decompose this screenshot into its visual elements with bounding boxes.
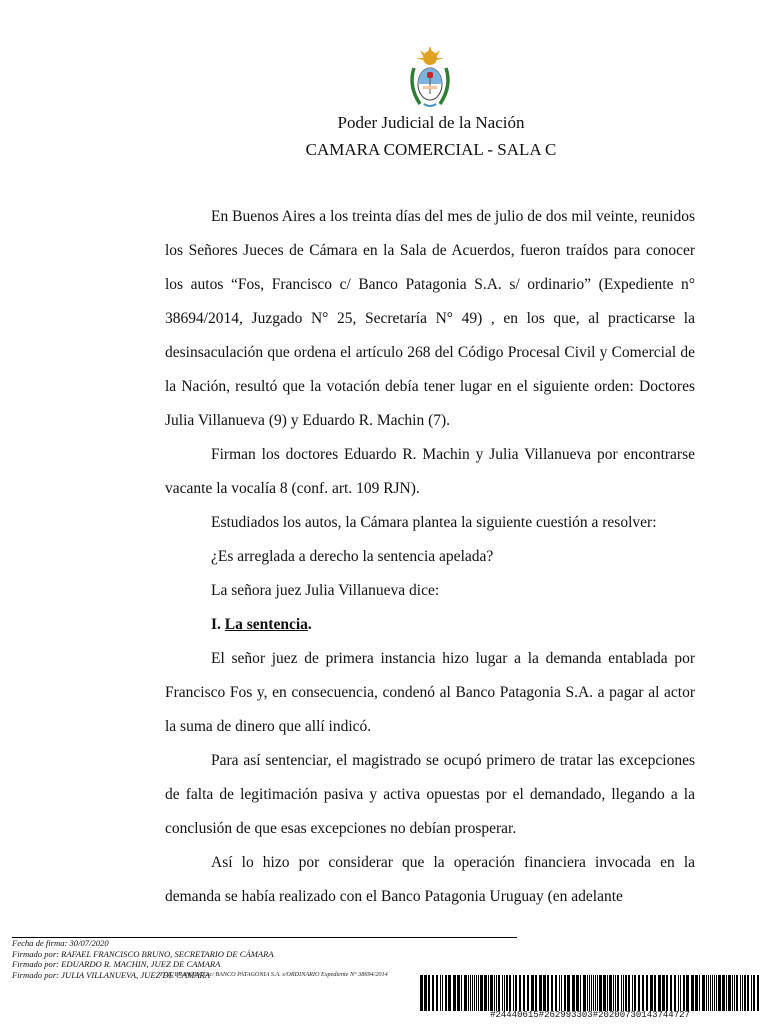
barcode-bar bbox=[472, 975, 473, 1011]
barcode-bar bbox=[757, 975, 759, 1011]
barcode-bar bbox=[561, 975, 562, 1011]
court-chamber-name: CAMARA COMERCIAL - SALA C bbox=[305, 140, 557, 159]
barcode-bar bbox=[547, 975, 549, 1011]
barcode-bar bbox=[634, 975, 636, 1011]
barcode-bar bbox=[678, 975, 679, 1011]
barcode-bar bbox=[670, 975, 672, 1011]
barcode-bar bbox=[506, 975, 508, 1011]
paragraph: Para así sentenciar, el magistrado se ocupó primero de tratar las excepciones de falta de legitimación pasiva y activa opuestas por el demandado, llegando a la conclusión de que esas excepciones no debían prosperar. bbox=[165, 752, 695, 837]
barcode-bar bbox=[457, 975, 460, 1011]
barcode-bar bbox=[476, 975, 477, 1011]
barcode-bar bbox=[589, 975, 590, 1011]
barcode-bar bbox=[609, 975, 612, 1011]
signature-line: Firmado por: EDUARDO R. MACHIN, JUEZ DE CAMARA bbox=[12, 959, 221, 969]
barcode-bar bbox=[567, 975, 570, 1011]
barcode-bar bbox=[527, 975, 529, 1011]
barcode-bar bbox=[650, 975, 653, 1011]
barcode-bar bbox=[468, 975, 469, 1011]
barcode-bar bbox=[498, 975, 500, 1011]
paragraph: Así lo hizo por considerar que la operación financiera invocada en la demanda se había realizado con el Banco Patagonia Uruguay (en adelante bbox=[165, 854, 695, 905]
barcode-bar bbox=[710, 975, 711, 1011]
barcode-bar bbox=[615, 975, 616, 1011]
paragraph: ¿Es arreglada a derecho la sentencia apelada? bbox=[211, 548, 494, 565]
section-period: . bbox=[307, 616, 312, 633]
barcode-bar bbox=[448, 975, 451, 1011]
barcode-bar bbox=[740, 975, 741, 1011]
paragraph: Estudiados los autos, la Cámara plantea la siguiente cuestión a resolver: bbox=[211, 514, 657, 531]
barcode-bar bbox=[708, 975, 709, 1011]
barcode-bar bbox=[559, 975, 560, 1011]
paragraph: Firman los doctores Eduardo R. Machin y Julia Villanueva por encontrarse vacante la vocalía 8 (conf. art. 109 RJN). bbox=[165, 446, 695, 497]
barcode-bar bbox=[666, 975, 668, 1011]
barcode-bar bbox=[632, 975, 633, 1011]
barcode-bar bbox=[535, 975, 537, 1011]
barcode-bar bbox=[543, 975, 546, 1011]
barcode-bar bbox=[718, 975, 721, 1011]
barcode-bar bbox=[728, 975, 731, 1011]
barcode-bar bbox=[683, 975, 685, 1011]
phrygian-cap bbox=[427, 72, 433, 78]
barcode-bar bbox=[714, 975, 715, 1011]
barcode-bar bbox=[583, 975, 586, 1011]
barcode-bar bbox=[515, 975, 517, 1011]
barcode-bar bbox=[488, 975, 489, 1011]
barcode-bar bbox=[742, 975, 743, 1011]
barcode-bar bbox=[496, 975, 497, 1011]
barcode-bar bbox=[539, 975, 542, 1011]
paragraph: La señora juez Julia Villanueva dice: bbox=[211, 582, 440, 599]
barcode-bar bbox=[484, 975, 487, 1011]
barcode-bar bbox=[597, 975, 598, 1011]
section-title: La sentencia bbox=[224, 616, 308, 633]
barcode-bar bbox=[753, 975, 755, 1011]
barcode-bar bbox=[442, 975, 443, 1011]
barcode-bar bbox=[646, 975, 648, 1011]
barcode-bar bbox=[686, 975, 689, 1011]
barcode-bar bbox=[607, 975, 608, 1011]
barcode-bar bbox=[599, 975, 602, 1011]
barcode-bar bbox=[747, 975, 749, 1011]
barcode-bar bbox=[658, 975, 661, 1011]
barcode-bar bbox=[628, 975, 630, 1011]
barcode-bar bbox=[509, 975, 511, 1011]
sun-rays bbox=[416, 46, 444, 65]
barcode-bar bbox=[504, 975, 505, 1011]
barcode-bar bbox=[478, 975, 479, 1011]
barcode-number: #24440615#262993303#20200730143744727 bbox=[490, 1010, 690, 1020]
barcode-bar bbox=[595, 975, 596, 1011]
barcode-bar bbox=[625, 975, 627, 1011]
barcode-bar bbox=[695, 975, 698, 1011]
barcode-bar bbox=[494, 975, 495, 1011]
barcode-bar bbox=[428, 975, 430, 1011]
barcode-bar bbox=[424, 975, 427, 1011]
signature-line: Firmado por: RAFAEL FRANCISCO BRUNO, SECRETARIO DE CÁMARA bbox=[12, 948, 274, 959]
barcode-image bbox=[420, 975, 760, 1011]
barcode-bar bbox=[502, 975, 503, 1011]
institution-name: Poder Judicial de la Nación bbox=[337, 113, 525, 132]
barcode-bar bbox=[453, 975, 456, 1011]
barcode-bar bbox=[480, 975, 483, 1011]
barcode-bar bbox=[587, 975, 588, 1011]
barcode-bar bbox=[576, 975, 579, 1011]
barcode-bar bbox=[432, 975, 434, 1011]
barcode-bar bbox=[593, 975, 594, 1011]
barcode-bar bbox=[691, 975, 694, 1011]
section-heading bbox=[165, 608, 695, 642]
barcode-bar bbox=[734, 975, 735, 1011]
barcode-bar bbox=[420, 975, 423, 1011]
barcode-bar bbox=[712, 975, 713, 1011]
barcode-bar bbox=[623, 975, 624, 1011]
barcode-bar bbox=[699, 975, 700, 1011]
barcode-bar bbox=[551, 975, 553, 1011]
barcode-bar bbox=[523, 975, 525, 1011]
barcode-bar bbox=[490, 975, 493, 1011]
barcode-bar bbox=[702, 975, 705, 1011]
barcode-bar bbox=[470, 975, 471, 1011]
signature-line: Firmado por: JULIA VILLANUEVA, JUEZ DE CAMARA bbox=[12, 969, 211, 980]
barcode-bar bbox=[716, 975, 717, 1011]
barcode-bar bbox=[744, 975, 746, 1011]
barcode-bar bbox=[555, 975, 557, 1011]
barcode-bar bbox=[474, 975, 475, 1011]
barcode-bar bbox=[519, 975, 521, 1011]
barcode-bar bbox=[564, 975, 566, 1011]
barcode-bar bbox=[736, 975, 738, 1011]
barcode-bar bbox=[654, 975, 656, 1011]
barcode-bar bbox=[603, 975, 606, 1011]
clasped-hands bbox=[423, 86, 437, 89]
barcode-bar bbox=[674, 975, 676, 1011]
barcode-bar bbox=[531, 975, 534, 1011]
barcode-bar bbox=[732, 975, 733, 1011]
barcode-bar bbox=[572, 975, 575, 1011]
barcode-bar bbox=[642, 975, 644, 1011]
barcode-bar bbox=[440, 975, 441, 1011]
barcode-bar bbox=[706, 975, 707, 1011]
barcode-bar bbox=[617, 975, 619, 1011]
barcode-bar bbox=[580, 975, 581, 1011]
barcode-bar bbox=[662, 975, 665, 1011]
barcode-bar bbox=[726, 975, 727, 1011]
barcode-bar bbox=[445, 975, 447, 1011]
signature-date: Fecha de firma: 30/07/2020 bbox=[12, 938, 109, 948]
barcode-bar bbox=[591, 975, 592, 1011]
barcode-bar bbox=[680, 975, 681, 1011]
case-caption: FOS, FRANCISCO c/ BANCO PATAGONIA S.A. s/ORDINARIO Expediente N° 38694/2014 bbox=[160, 971, 388, 978]
document-body bbox=[165, 200, 695, 914]
barcode-bar bbox=[513, 975, 514, 1011]
barcode-bar bbox=[461, 975, 462, 1011]
section-number: I. bbox=[211, 616, 221, 633]
barcode-bar bbox=[722, 975, 725, 1011]
paragraph: El señor juez de primera instancia hizo lugar a la demanda entablada por Francisco Fos y, en consecuencia, condenó al Banco Patagonia S.A. a pagar al actor la suma de dinero que allí indicó. bbox=[165, 650, 695, 735]
barcode-bar bbox=[638, 975, 640, 1011]
barcode-bar bbox=[613, 975, 614, 1011]
coat-of-arms-seal bbox=[406, 46, 454, 110]
barcode-bar bbox=[436, 975, 438, 1011]
paragraph: En Buenos Aires a los treinta días del mes de julio de dos mil veinte, reunidos los Señores Jueces de Cámara en la Sala de Acuerdos, fueron traídos para conocer los autos “Fos, Francisco c/ Banco Patagonia S.A. s/ ordinario” (Expediente n° 38694/2014, Juzgado N° 25, Secretaría N° 49) , en los que, al practicarse la desinsaculación que ordena el artículo 268 del Código Procesal Civil y Comercial de la Nación, resultó que la votación debía tener lugar en el siguiente orden: Doctores Julia Villanueva (9) y Eduardo R. Machin (7). bbox=[165, 208, 695, 429]
barcode-bar bbox=[621, 975, 622, 1011]
barcode-bar bbox=[751, 975, 752, 1011]
barcode-bar bbox=[464, 975, 467, 1011]
